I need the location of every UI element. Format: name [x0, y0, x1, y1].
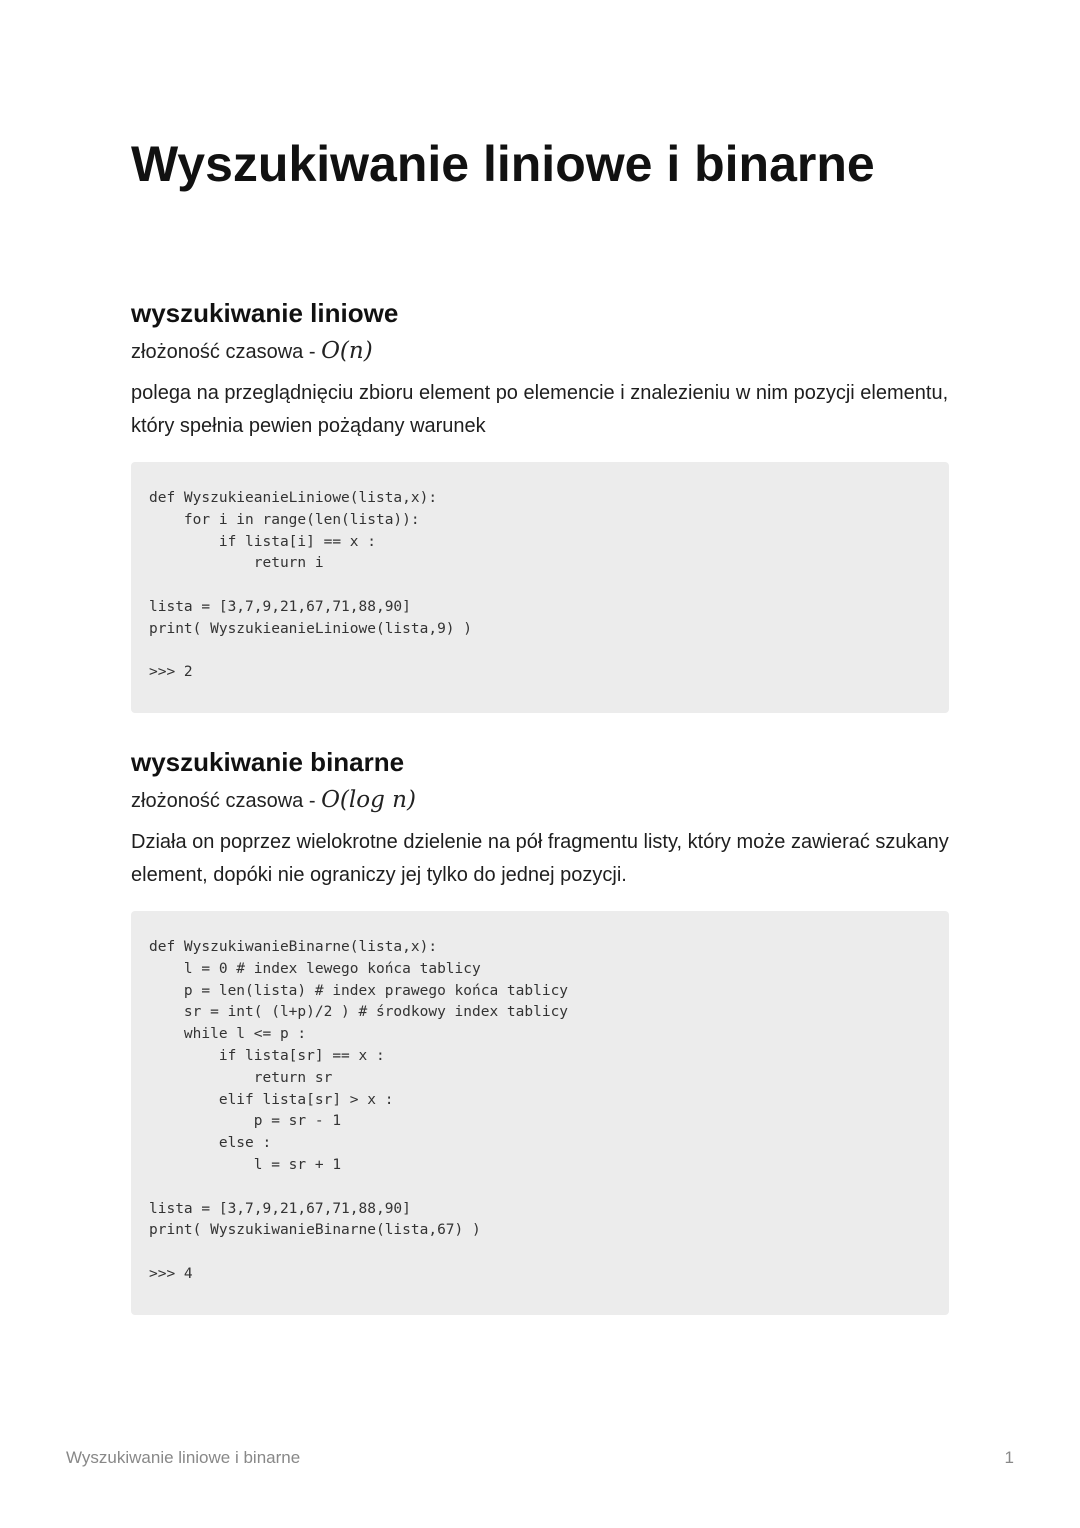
complexity-formula: O(log n): [321, 787, 416, 813]
footer-page-number: 1: [1004, 1448, 1014, 1467]
section-heading: wyszukiwanie liniowe: [131, 298, 399, 328]
code-listing: def WyszukiwanieBinarne(lista,x): l = 0 # index lewego końca tablicy p = len(lista) # index prawego końca tablicy sr = int( (l+p)/2 ) # środkowy index tablicy while l <= p : if lista[sr] == x : return sr elif lista[sr] > x : p = sr - 1 else : l = sr + 1 lista = [3,7,9,21,67,71,88,90] print( WyszukiwanieBinarne(lista,67) ) >>> 4: [149, 939, 569, 1282]
complexity-line: [131, 336, 949, 367]
section-description: polega na przeglądnięciu zbioru element po elemencie i znalezieniu w nim pozycji elementu, który spełnia pewien pożądany warunek: [131, 382, 949, 437]
code-block: [131, 911, 949, 1315]
code-block: [131, 462, 949, 713]
complexity-label: złożoność czasowa -: [131, 341, 322, 363]
complexity-formula: O(n): [321, 338, 373, 364]
complexity-label: złożoność czasowa -: [131, 790, 322, 812]
complexity-line: [131, 785, 949, 816]
section-binary-search: [131, 745, 949, 1315]
code-listing: def WyszukieanieLiniowe(lista,x): for i in range(len(lista)): if lista[i] == x : return i lista = [3,7,9,21,67,71,88,90] print( WyszukieanieLiniowe(lista,9) ) >>> 2: [149, 490, 473, 681]
footer-document-title: Wyszukiwanie liniowe i binarne: [66, 1448, 301, 1467]
document-title: Wyszukiwanie liniowe i binarne: [131, 136, 875, 192]
section-linear-search: [131, 296, 949, 713]
section-description: Działa on poprzez wielokrotne dzielenie na pół fragmentu listy, który może zawierać szukany element, dopóki nie ograniczy jej tylko do jednej pozycji.: [131, 831, 949, 886]
section-heading: wyszukiwanie binarne: [131, 747, 405, 777]
